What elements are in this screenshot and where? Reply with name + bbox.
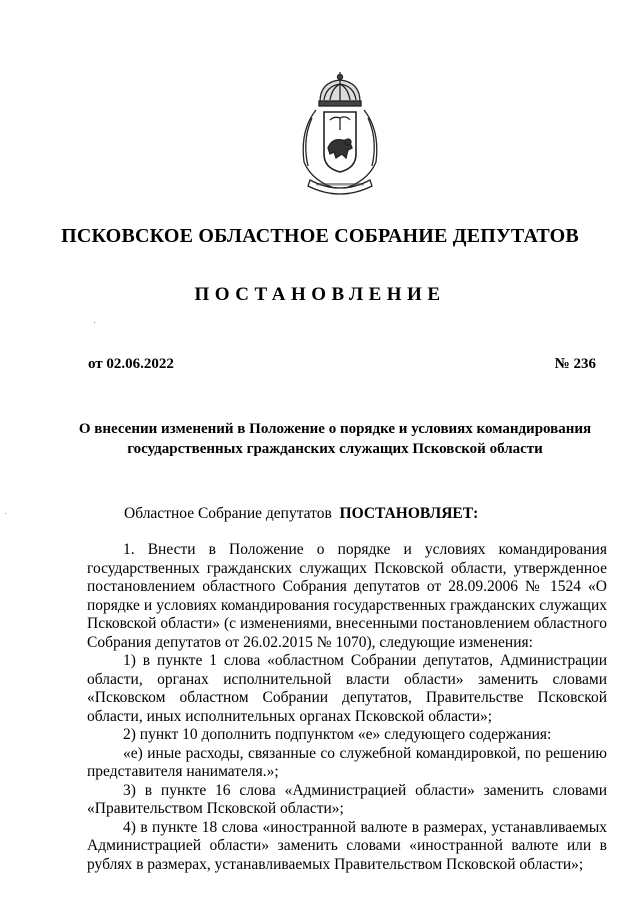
organization-title: ПСКОВСКОЕ ОБЛАСТНОЕ СОБРАНИЕ ДЕПУТАТОВ	[61, 225, 579, 247]
body-paragraph: 1) в пункте 1 слова «областном Собрании депутатов, Администрации области, органах исполнительной власти области» заменить словами «Псковском областном Собрании депутатов, Правительстве Псковской области, иных исполнительных органах Псковской области»;	[87, 652, 607, 725]
body-paragraph: «е) иные расходы, связанные со служебной командировкой, по решению представителя нанимателя.»;	[87, 744, 607, 780]
subject-line: государственных гражданских служащих Псковской области	[127, 441, 543, 457]
document-body	[87, 541, 607, 874]
intro-resolves: ПОСТАНОВЛЯЕТ:	[339, 505, 479, 522]
pskov-coat-of-arms-icon	[290, 70, 390, 200]
document-date: от 02.06.2022	[88, 356, 174, 372]
document-subject	[40, 419, 630, 459]
body-paragraph: 1. Внести в Положение о порядке и условиях командирования государственных гражданских служащих Псковской области, утвержденное постановлением областного Собрания депутатов от 28.09.2006 № 1524 «О порядке и условиях командирования государственных гражданских служащих Псковской области» (с изменениями, внесенными постановлением областного Собрания депутатов от 26.02.2015 № 1070), следующие изменения:	[87, 541, 607, 651]
resolution-intro	[124, 505, 478, 523]
subject-line: О внесении изменений в Положение о порядке и условиях командирования	[78, 421, 592, 437]
body-paragraph: 2) пункт 10 дополнить подпунктом «е» следующего содержания:	[123, 726, 552, 743]
document-number: № 236	[554, 356, 596, 372]
document-type-heading: ПОСТАНОВЛЕНИЕ	[194, 284, 446, 305]
intro-text: Областное Собрание депутатов	[124, 505, 332, 522]
scan-speck	[5, 513, 6, 514]
date-number-line	[88, 356, 596, 373]
scan-speck	[94, 322, 95, 323]
body-paragraph: 3) в пункте 16 слова «Администрацией области» заменить словами «Правительством Псковской области»;	[87, 781, 607, 817]
body-paragraph: 4) в пункте 18 слова «иностранной валюте в размерах, устанавливаемых Администрацией области» заменить словами «иностранной валюте или в рублях в размерах, устанавливаемых Правительством Псковской области»;	[87, 818, 607, 873]
